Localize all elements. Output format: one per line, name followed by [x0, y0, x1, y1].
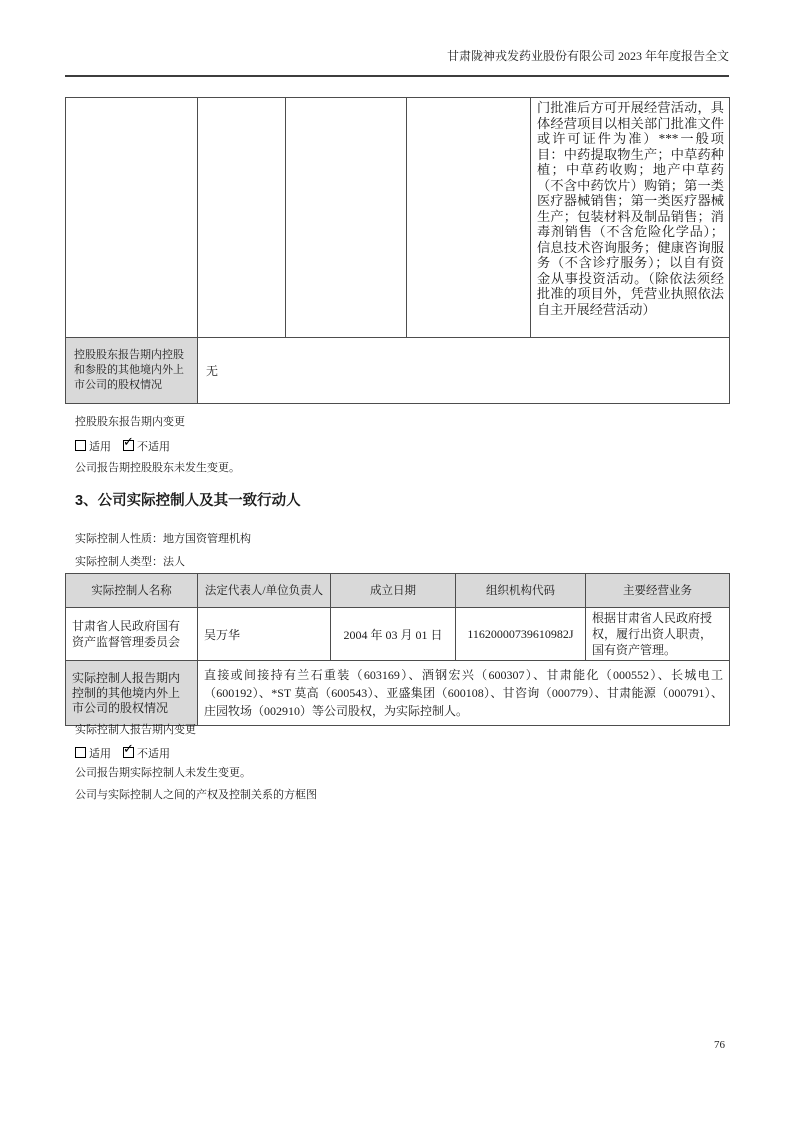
controller-change-applicability [75, 746, 182, 761]
col-header-founded-date: 成立日期 [331, 574, 456, 608]
not-applicable-label: 不适用 [137, 748, 170, 760]
diagram-caption: 公司与实际控制人之间的产权及控制关系的方框图 [75, 789, 317, 801]
shareholder-change-applicability [75, 439, 182, 454]
holdings-value-cell: 直接或间接持有兰石重装（603169）、酒钢宏兴（600307）、甘肃能化（000552）、长城电工（600192）、*ST 莫高（600543）、亚盛集团（600108）、甘咨询（000779）、甘肃能源（000791）、庄园牧场（002910）等公司股权，为实际控制人。 [198, 661, 730, 726]
org-code-cell: 11620000739610982J [456, 608, 586, 661]
actual-controller-table [65, 573, 730, 726]
other-listed-label-cell: 控股股东报告期内控股和参股的其他境内外上市公司的股权情况 [66, 338, 198, 404]
controller-change-note: 公司报告期实际控制人未发生变更。 [75, 767, 251, 779]
col-header-org-code: 组织机构代码 [456, 574, 586, 608]
applicable-option [75, 748, 111, 760]
col-header-representative: 法定代表人/单位负责人 [198, 574, 331, 608]
empty-cell [198, 98, 286, 338]
applicable-option [75, 441, 111, 453]
business-scope-cell: 门批准后方可开展经营活动，具体经营项目以相关部门批准文件或许可证件为准）***一般项目：中药提取物生产；中草药种植；中草药收购；地产中草药（不含中药饮片）购销；第一类医疗器械销售；第一类医疗器械生产；包装材料及制品销售；消毒剂销售（不含危险化学品）；信息技术咨询服务；健康咨询服务（不含诊疗服务）；以自有资金从事投资活动。（除依法须经批准的项目外，凭营业执照依法自主开展经营活动） [531, 98, 730, 338]
table-row [66, 661, 730, 726]
col-header-name: 实际控制人名称 [66, 574, 198, 608]
controller-change-title: 实际控制人报告期内变更 [75, 724, 196, 736]
shareholder-change-title: 控股股东报告期内变更 [75, 416, 185, 428]
header-title: 甘肃陇神戎发药业股份有限公司 2023 年年度报告全文 [446, 49, 729, 63]
table-row [66, 98, 730, 338]
checkbox-checked-icon [123, 747, 134, 758]
table-row [66, 338, 730, 404]
empty-cell [407, 98, 531, 338]
applicable-label: 适用 [89, 748, 111, 760]
table-row [66, 608, 730, 661]
representative-cell: 吴万华 [198, 608, 331, 661]
not-applicable-label: 不适用 [137, 441, 170, 453]
not-applicable-option [123, 748, 170, 760]
controller-name-cell: 甘肃省人民政府国有资产监督管理委员会 [66, 608, 198, 661]
checkbox-unchecked-icon [75, 747, 86, 758]
shareholder-change-note: 公司报告期控股股东未发生变更。 [75, 462, 240, 474]
page-header [65, 47, 729, 77]
controller-type: 实际控制人类型：法人 [75, 556, 185, 568]
checkbox-checked-icon [123, 440, 134, 451]
founded-date-cell: 2004 年 03 月 01 日 [331, 608, 456, 661]
other-listed-value-cell: 无 [198, 338, 730, 404]
controller-nature: 实际控制人性质：地方国资管理机构 [75, 533, 251, 545]
table-header-row [66, 574, 730, 608]
main-business-cell: 根据甘肃省人民政府授权，履行出资人职责，国有资产管理。 [586, 608, 730, 661]
controlling-shareholder-table [65, 97, 730, 404]
empty-cell [286, 98, 407, 338]
empty-cell [66, 98, 198, 338]
page-number: 76 [714, 1039, 725, 1051]
holdings-label-cell: 实际控制人报告期内控制的其他境内外上市公司的股权情况 [66, 661, 198, 726]
section-heading: 3、公司实际控制人及其一致行动人 [75, 493, 301, 509]
checkbox-unchecked-icon [75, 440, 86, 451]
applicable-label: 适用 [89, 441, 111, 453]
col-header-main-business: 主要经营业务 [586, 574, 730, 608]
not-applicable-option [123, 441, 170, 453]
